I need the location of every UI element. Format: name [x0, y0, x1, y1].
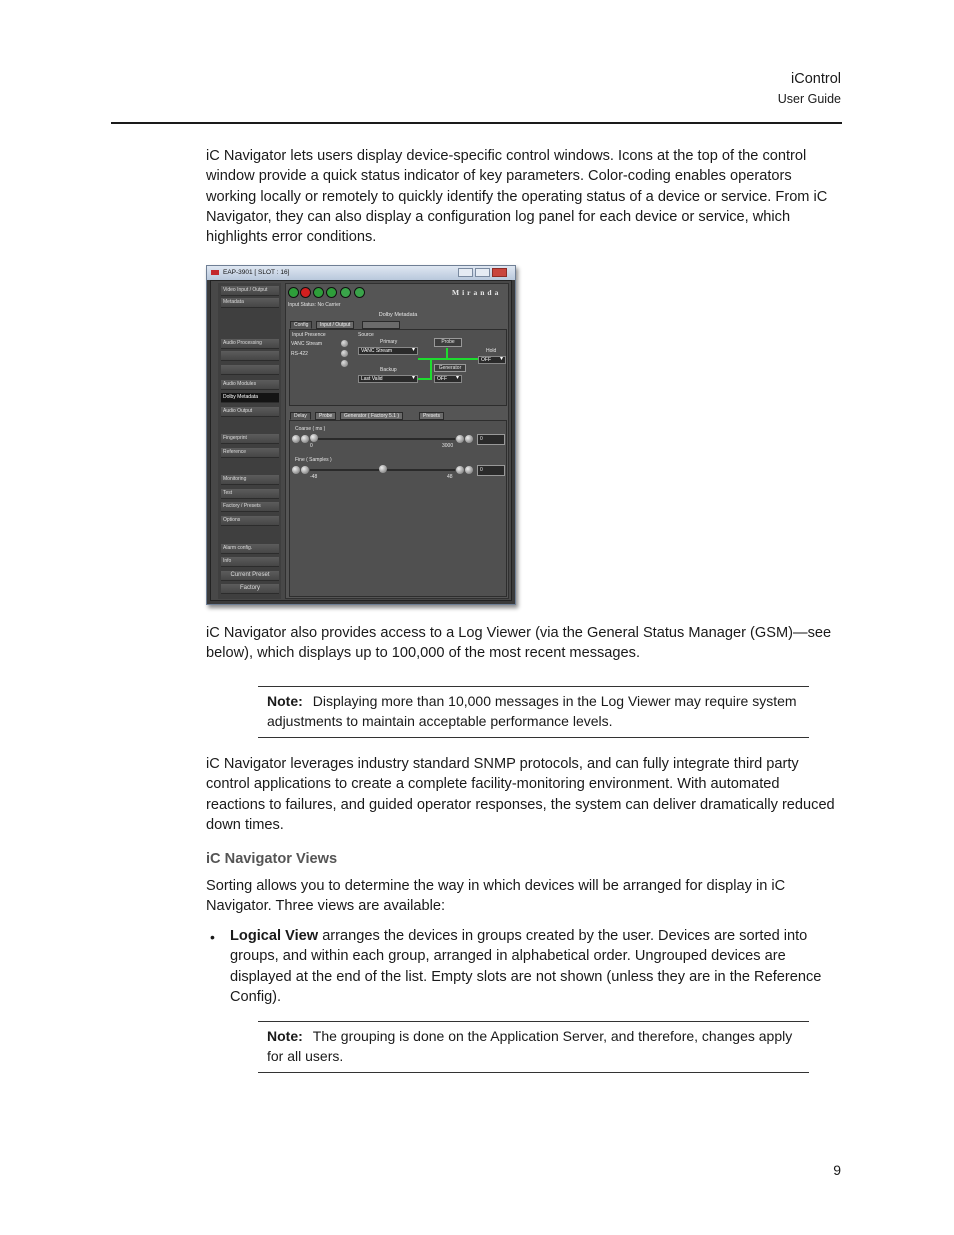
sidebar-item: Reference	[221, 448, 279, 458]
bullet-item	[230, 926, 842, 1007]
primary-source-dropdown: VANC Stream ▾	[358, 347, 418, 355]
note-text: The grouping is done on the Application Server, and therefore, changes apply for all users.	[267, 1028, 793, 1064]
step-down-icon	[292, 466, 300, 474]
sidebar-item: Audio Processing	[221, 339, 279, 349]
sidebar-item: Monitoring	[221, 475, 279, 485]
input-presence-title: Input Presence	[292, 332, 326, 338]
tab-config: Config	[290, 321, 312, 329]
window-body	[210, 280, 512, 601]
sidebar-item	[221, 351, 279, 361]
status-info-icon	[340, 287, 351, 298]
close-button	[492, 268, 507, 277]
coarse-slider-knob	[310, 434, 318, 442]
delay-panel	[289, 420, 507, 597]
tab-probe: Probe	[315, 412, 336, 420]
note-text: Displaying more than 10,000 messages in the Log Viewer may require system adjustments to maintain acceptable performance levels.	[267, 693, 797, 729]
vanc-stream-label: VANC Stream	[291, 341, 323, 347]
presence-led	[341, 350, 348, 357]
source-title: Source	[358, 332, 374, 338]
status-alarm-icon	[300, 287, 311, 298]
probe-box: Probe	[434, 338, 462, 347]
sidebar-item: Video Input / Output	[221, 286, 279, 296]
sidebar-item: Audio Output	[221, 407, 279, 417]
step-up-icon	[465, 435, 473, 443]
signal-path-line	[446, 348, 448, 360]
sidebar-item: Test	[221, 489, 279, 499]
fine-label: Fine ( Samples )	[295, 457, 332, 463]
tab-generator: Generator ( Factory 5.1 )	[340, 412, 403, 420]
input-status-line: Input Status: No Carrier	[288, 302, 341, 308]
status-ok-icon	[326, 287, 337, 298]
backup-source-dropdown: Last Valid ▾	[358, 375, 418, 383]
header-rule	[111, 122, 842, 124]
running-header-subtitle: User Guide	[777, 92, 841, 106]
app-icon	[211, 270, 219, 275]
step-down-icon	[301, 466, 309, 474]
step-up-icon	[456, 435, 464, 443]
control-window-screenshot	[206, 265, 516, 605]
snmp-paragraph: iC Navigator leverages industry standard SNMP protocols, and can fully integrate third party control applications to create a complete facility-monitoring environment. With automated reactions to failures, and guided operator responses, the system can deliver dramatically reduced down times.	[206, 756, 835, 833]
bullet-text: arranges the devices in groups created by the user. Devices are sorted into groups, and within each group, arranged in alphabetical order. Ungrouped devices are displayed at the end of the list. Empty slots are not shown (unless they are in the Reference Config).	[230, 928, 822, 1005]
sidebar-item	[221, 365, 279, 375]
sidebar	[218, 283, 281, 599]
maximize-button	[475, 268, 490, 277]
sidebar-item: Factory / Presets	[221, 502, 279, 512]
backup-label: Backup	[380, 367, 397, 373]
bullet-term: Logical View	[230, 928, 319, 944]
rs422-label: RS-422	[291, 351, 308, 357]
presence-led	[341, 340, 348, 347]
step-down-icon	[292, 435, 300, 443]
note-box	[258, 686, 809, 738]
note-label: Note:	[267, 1028, 303, 1044]
signal-path-line	[418, 378, 432, 380]
window-title-bar	[207, 266, 515, 280]
tab-empty	[362, 321, 400, 329]
generator-box: Generator	[434, 364, 466, 372]
signal-path-line	[430, 358, 432, 379]
sidebar-item: Fingerprint	[221, 434, 279, 444]
bullet-marker: •	[210, 929, 215, 945]
step-up-icon	[465, 466, 473, 474]
window-title: EAP-3901 [ SLOT : 16]	[223, 269, 290, 276]
miranda-logo: Miranda	[452, 288, 502, 297]
sidebar-item: Info	[221, 557, 279, 567]
status-ok-icon	[313, 287, 324, 298]
status-ok-icon	[288, 287, 299, 298]
note-label: Note:	[267, 693, 303, 709]
status-add-icon	[354, 287, 365, 298]
coarse-min: 0	[310, 443, 313, 449]
fine-max: 48	[447, 474, 453, 480]
main-panel	[285, 283, 509, 599]
tab-delay: Delay	[290, 412, 311, 420]
tab-presets: Presets	[419, 412, 444, 420]
fine-min: -48	[310, 474, 318, 480]
step-up-icon	[456, 466, 464, 474]
fine-value-field: 0	[477, 465, 505, 476]
coarse-value-field: 0	[477, 434, 505, 445]
panel-title: Dolby Metadata	[378, 312, 418, 318]
log-viewer-paragraph: iC Navigator also provides access to a Log Viewer (via the General Status Manager (GSM)—see below), which displays up to 100,000 of the most recent messages.	[206, 625, 832, 662]
sorting-paragraph: Sorting allows you to determine the way in which devices will be arranged for display in iC Navigator. Three views are available:	[206, 878, 786, 915]
sidebar-item: Options	[221, 516, 279, 526]
section-heading: iC Navigator Views	[206, 851, 338, 867]
page-number: 9	[833, 1162, 841, 1178]
fine-slider-knob	[379, 465, 387, 473]
running-header-title: iControl	[791, 71, 841, 87]
coarse-label: Coarse ( ms )	[295, 426, 326, 432]
sidebar-item: Current Preset	[221, 571, 279, 581]
minimize-button	[458, 268, 473, 277]
sidebar-item: Factory	[221, 584, 279, 594]
signal-path-line	[418, 358, 478, 360]
note-box	[258, 1021, 809, 1073]
config-panel	[289, 329, 507, 406]
sidebar-item: Alarm config.	[221, 544, 279, 554]
hold-dropdown: OFF ▾	[478, 356, 506, 364]
hold-label: Hold	[486, 348, 497, 354]
intro-paragraph: iC Navigator lets users display device-specific control windows. Icons at the top of the control window provide a quick status indicator of key parameters. Color-coding enables operators working locally or remotely to quickly identify the operating status of a device or service. From iC Navigator, they can also display a configuration log panel for each device or service, which highlights error conditions.	[206, 148, 828, 246]
coarse-slider-track	[310, 438, 455, 440]
tab-input-output: Input / Output	[316, 321, 354, 329]
coarse-max: 3000	[442, 443, 454, 449]
presence-led	[341, 360, 348, 367]
sidebar-item: Dolby Metadata	[221, 393, 279, 403]
primary-label: Primary	[380, 339, 398, 345]
sidebar-item: Metadata	[221, 298, 279, 308]
step-down-icon	[301, 435, 309, 443]
generator-dropdown: OFF ▾	[434, 375, 462, 383]
sidebar-item: Audio Modules	[221, 380, 279, 390]
